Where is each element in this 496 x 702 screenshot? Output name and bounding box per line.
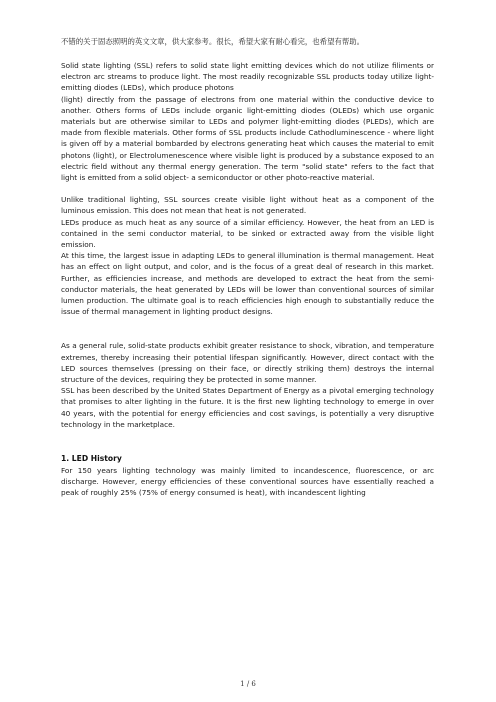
section-heading: 1. LED History [61, 454, 122, 464]
paragraph: SSL has been described by the United States Department of Energy as a pivotal emerging technology that promises to alter lighting in the future. It is the first new lighting technology to emerge in over 40 years, with the potential for energy efficiencies and cost savings, is potentially a very disruptive technology in the marketplace. [61, 386, 434, 429]
paragraph: As a general rule, solid-state products exhibit greater resistance to shock, vibration, and temperature extremes, thereby increasing their potential lifespan significantly. However, direct contact with the LED sources themselves (pressing on their face, or directly striking them) destroys the internal structure of the devices, requiring they be protected in some manner. [61, 341, 434, 385]
paragraph: (light) directly from the passage of electrons from one material within the conductive device to another. Others forms of LEDs include organic light-emitting diodes (OLEDs) which use organic materials but are otherwise similar to LEDs and polymer light-emitting diodes (PLEDs), which are made from flexible materials. Other forms of SSL products include Cathodluminescence - where light is given off by a material bombarded by electrons generating heat which causes the material to emit photons (light), or Electrolumenescence where visible light is produced by a substance exposed to an electric field without any thermal energy generation. The term "solid state" refers to the fact that light is emitted from a solid object- a semiconductor or other photo-reactive material. [61, 94, 434, 183]
paragraph: LEDs produce as much heat as any source of a similar efficiency. However, the heat from an LED is contained in the semi conductor material, to be sinked or extracted away from the visible light emission. [61, 217, 434, 250]
paragraph: For 150 years lighting technology was mainly limited to incandescence, fluorescence, or arc discharge. However, energy efficiencies of these conventional sources have essentially reached a peak of roughly 25% (75% of energy consumed is heat), with incandescent lighting [61, 465, 434, 497]
paragraph: Unlike traditional lighting, SSL sources create visible light without heat as a component of the luminous emission. This does not mean that heat is not generated. [61, 195, 434, 216]
intro-note: 不错的关于固态照明的英文文章，供大家参考。很长，希望大家有耐心看完，也希望有帮助。 [61, 37, 365, 46]
paragraph: Solid state lighting (SSL) refers to solid state light emitting devices which do not utilize filiments or electron arc streams to produce light. The most readily recognizable SSL products today utilize light-emitting diodes (LEDs), which produce photons [61, 61, 434, 93]
paragraph: At this time, the largest issue in adapting LEDs to general illumination is thermal management. Heat has an effect on light output, and color, and is the focus of a great deal of research in this market. Further, as efficiencies increase, and methods are developed to extract the heat from the semi-conductor materials, the heat generated by LEDs will be lower than conventional sources of similar lumen production. The ultimate goal is to reach efficiencies high enough to substantially reduce the issue of thermal management in lighting product designs. [61, 251, 434, 317]
page-number: 1 / 6 [240, 680, 256, 688]
document-body [61, 36, 434, 498]
